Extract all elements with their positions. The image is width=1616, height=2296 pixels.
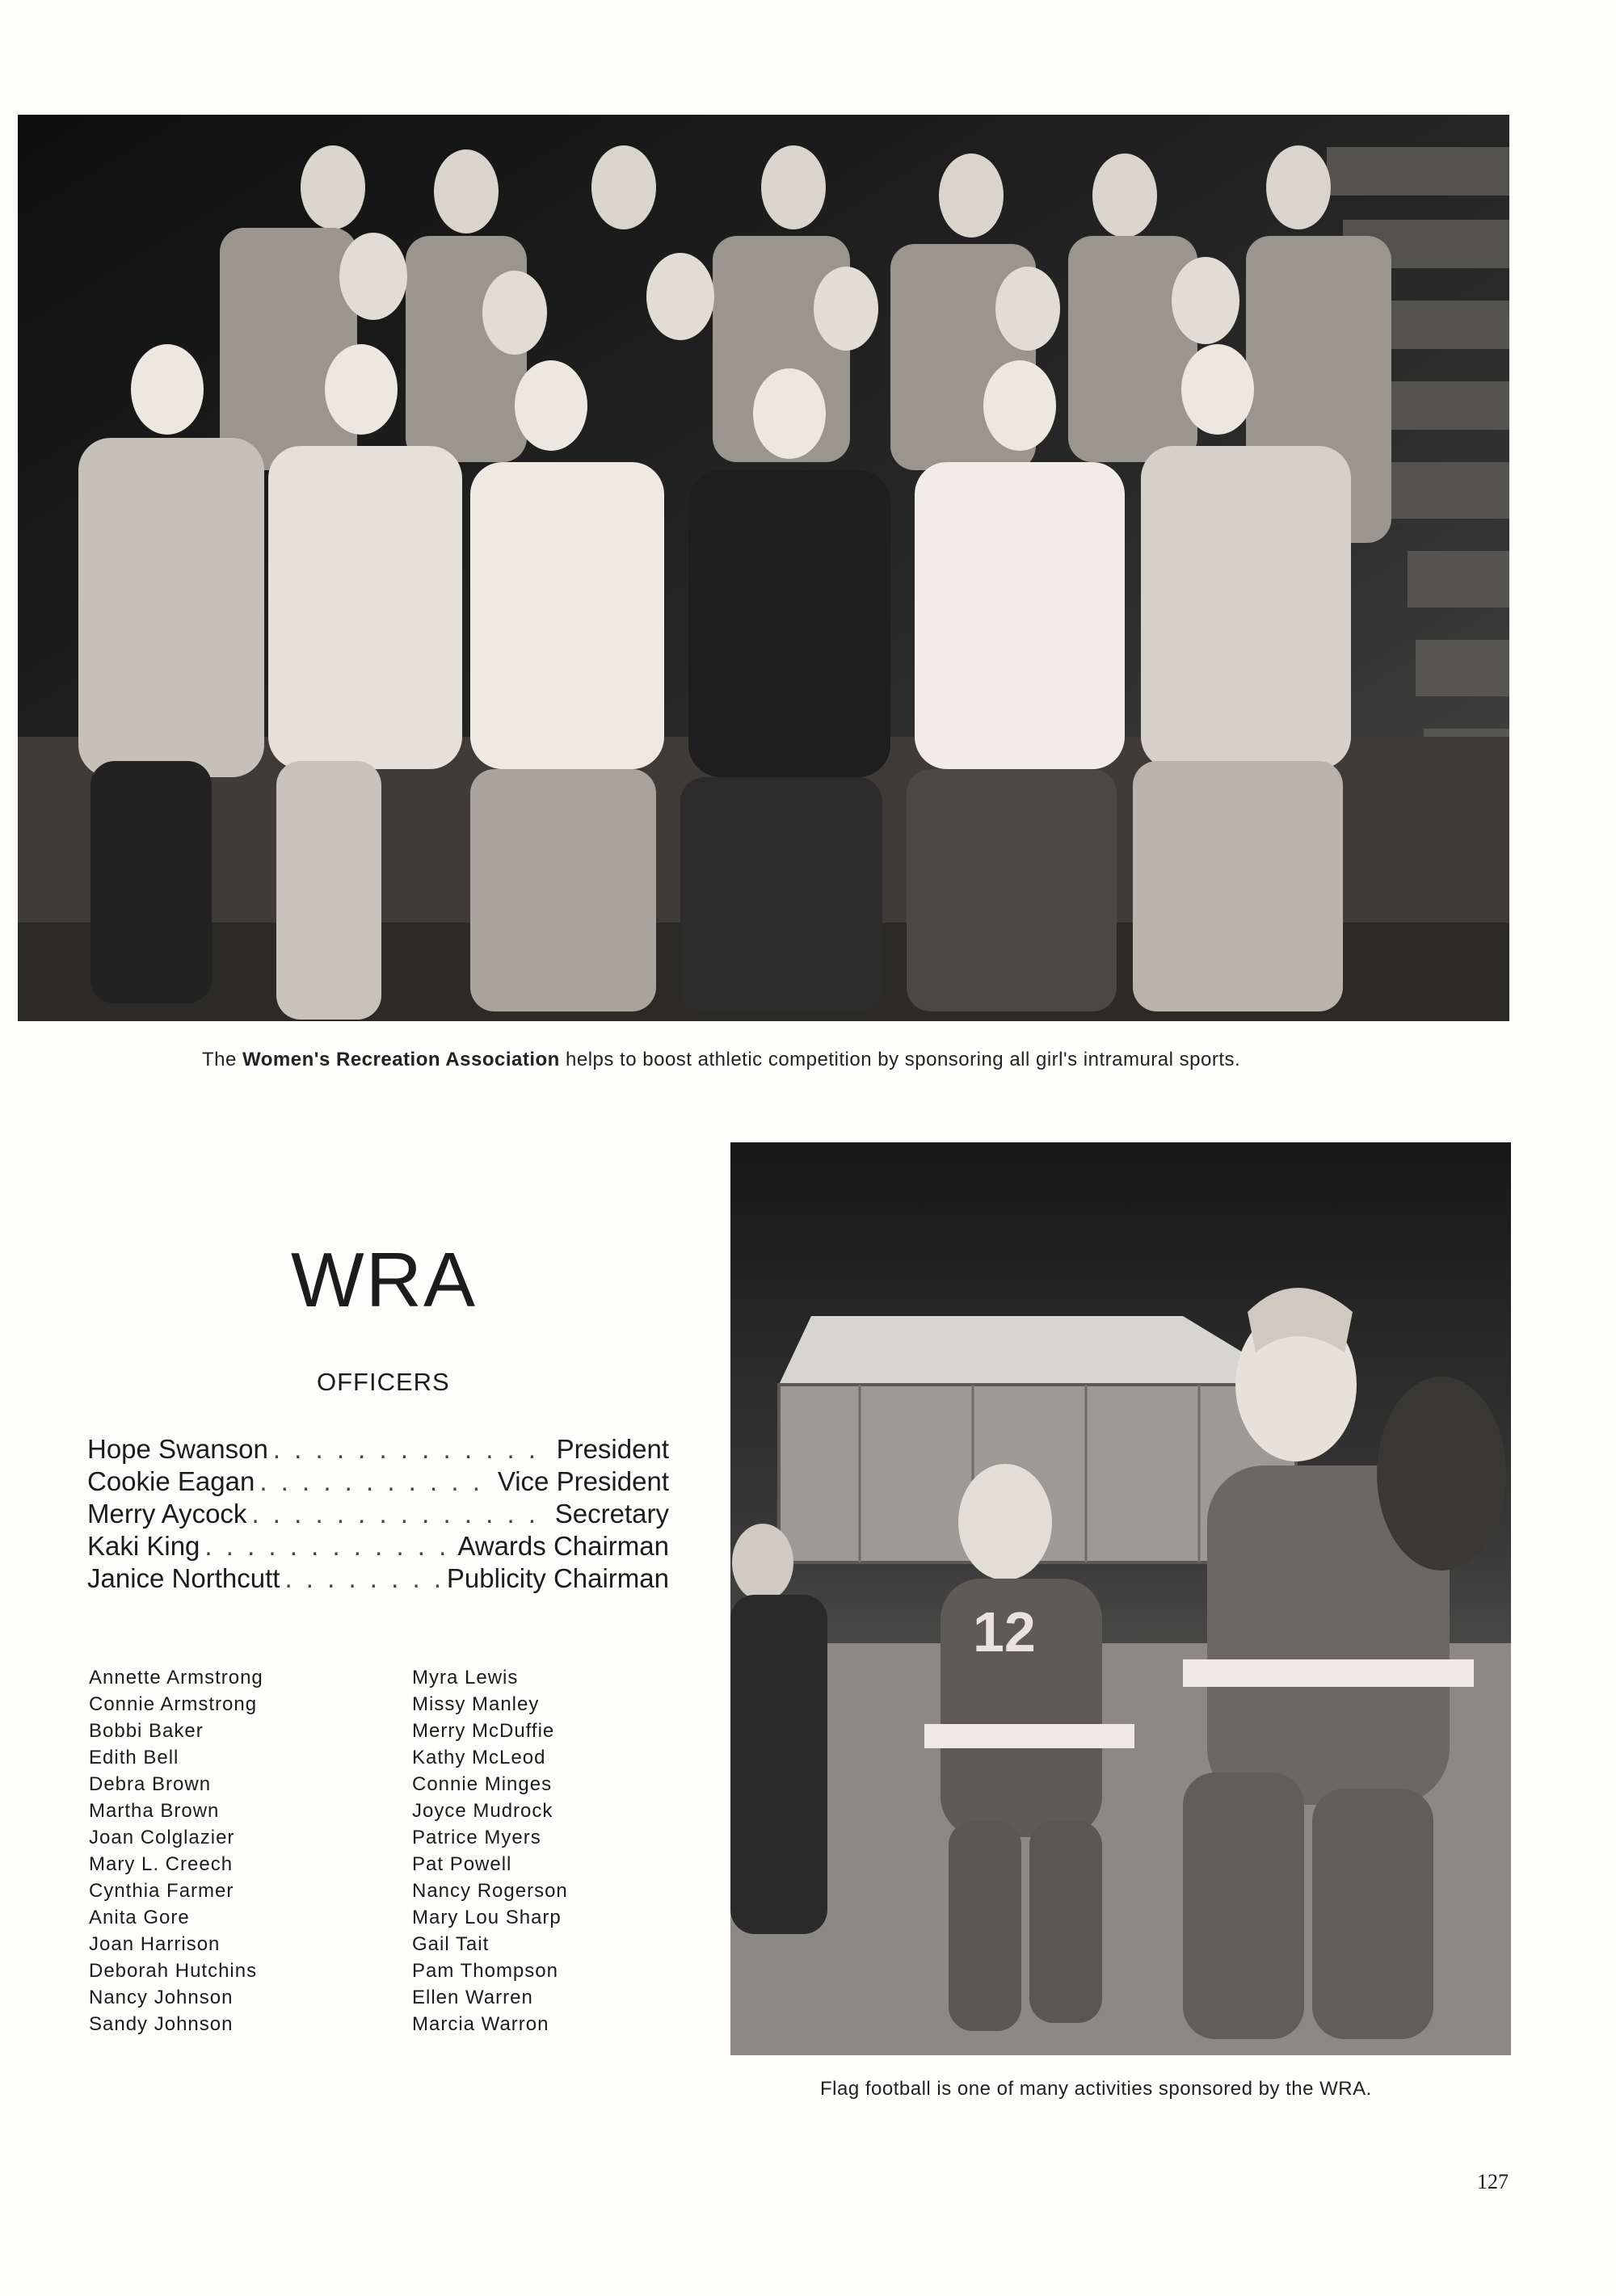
members-column-2: [412, 1664, 568, 2037]
member-name: Joyce Mudrock: [412, 1800, 553, 1822]
member-name: Connie Armstrong: [89, 1693, 258, 1715]
officers-list: [87, 1433, 669, 1595]
member-name: Bobbi Baker: [89, 1720, 204, 1742]
page-title: WRA: [291, 1237, 477, 1323]
member-name: Missy Manley: [412, 1693, 540, 1715]
page-number: 127: [1477, 2170, 1509, 2193]
flag-football-image: [730, 1142, 1511, 2055]
member-name: Connie Minges: [412, 1773, 553, 1795]
members-column-1: [89, 1664, 263, 2037]
member-name: Patrice Myers: [412, 1827, 541, 1848]
member-name: Nancy Rogerson: [412, 1880, 568, 1902]
member-name: Cynthia Farmer: [89, 1880, 234, 1902]
group-photo-caption: [202, 1049, 1240, 1071]
officer-row: [87, 1530, 669, 1562]
member-name: Joan Harrison: [89, 1933, 221, 1955]
dot-leader: [259, 1465, 492, 1498]
officer-row: [87, 1562, 669, 1595]
officer-row: [87, 1498, 669, 1530]
jersey-number: 12: [973, 1600, 1036, 1663]
member-name: Kathy McLeod: [412, 1747, 546, 1768]
officers-heading: OFFICERS: [317, 1368, 450, 1396]
flag-football-photo: [730, 1142, 1511, 2055]
member-name: Anita Gore: [89, 1907, 190, 1928]
member-name: Mary L. Creech: [89, 1853, 234, 1875]
officer-name: Hope Swanson: [87, 1434, 268, 1464]
member-name: Debra Brown: [89, 1773, 212, 1795]
caption-prefix: The: [202, 1049, 237, 1070]
group-photo: [18, 115, 1509, 1021]
member-name: Martha Brown: [89, 1800, 220, 1822]
member-name: Myra Lewis: [412, 1667, 519, 1688]
officer-role: Vice President: [497, 1466, 669, 1496]
member-name: Ellen Warren: [412, 1987, 533, 2008]
member-name: Joan Colglazier: [89, 1827, 235, 1848]
member-name: Marcia Warron: [412, 2013, 549, 2035]
member-name: Sandy Johnson: [89, 2013, 234, 2035]
officer-row: [87, 1433, 669, 1465]
officer-row: [87, 1465, 669, 1498]
member-name: Pat Powell: [412, 1853, 512, 1875]
officer-role: Publicity Chairman: [446, 1563, 669, 1593]
member-name: Merry McDuffie: [412, 1720, 555, 1742]
member-name: Pam Thompson: [412, 1960, 558, 1982]
caption-rest: helps to boost athletic competition by sponsoring all girl's intramural sports.: [566, 1049, 1241, 1070]
dot-leader: [204, 1530, 452, 1562]
officer-name: Janice Northcutt: [87, 1563, 280, 1593]
officer-role: Awards Chairman: [457, 1531, 669, 1561]
dot-leader: [273, 1433, 552, 1465]
caption-organization: Women's Recreation Association: [242, 1049, 560, 1070]
officer-name: Kaki King: [87, 1531, 200, 1561]
dot-leader: [284, 1562, 441, 1595]
member-name: Gail Tait: [412, 1933, 490, 1955]
officer-name: Cookie Eagan: [87, 1466, 255, 1496]
football-photo-caption: Flag football is one of many activities sponsored by the WRA.: [820, 2078, 1372, 2100]
member-name: Mary Lou Sharp: [412, 1907, 562, 1928]
officer-name: Merry Aycock: [87, 1499, 247, 1529]
member-name: Deborah Hutchins: [89, 1960, 258, 1982]
officer-role: President: [556, 1434, 669, 1464]
officer-role: Secretary: [554, 1499, 669, 1529]
member-name: Annette Armstrong: [89, 1667, 263, 1688]
member-name: Nancy Johnson: [89, 1987, 234, 2008]
member-name: Edith Bell: [89, 1747, 179, 1768]
dot-leader: [251, 1498, 549, 1530]
group-photo-image: [18, 115, 1509, 1021]
